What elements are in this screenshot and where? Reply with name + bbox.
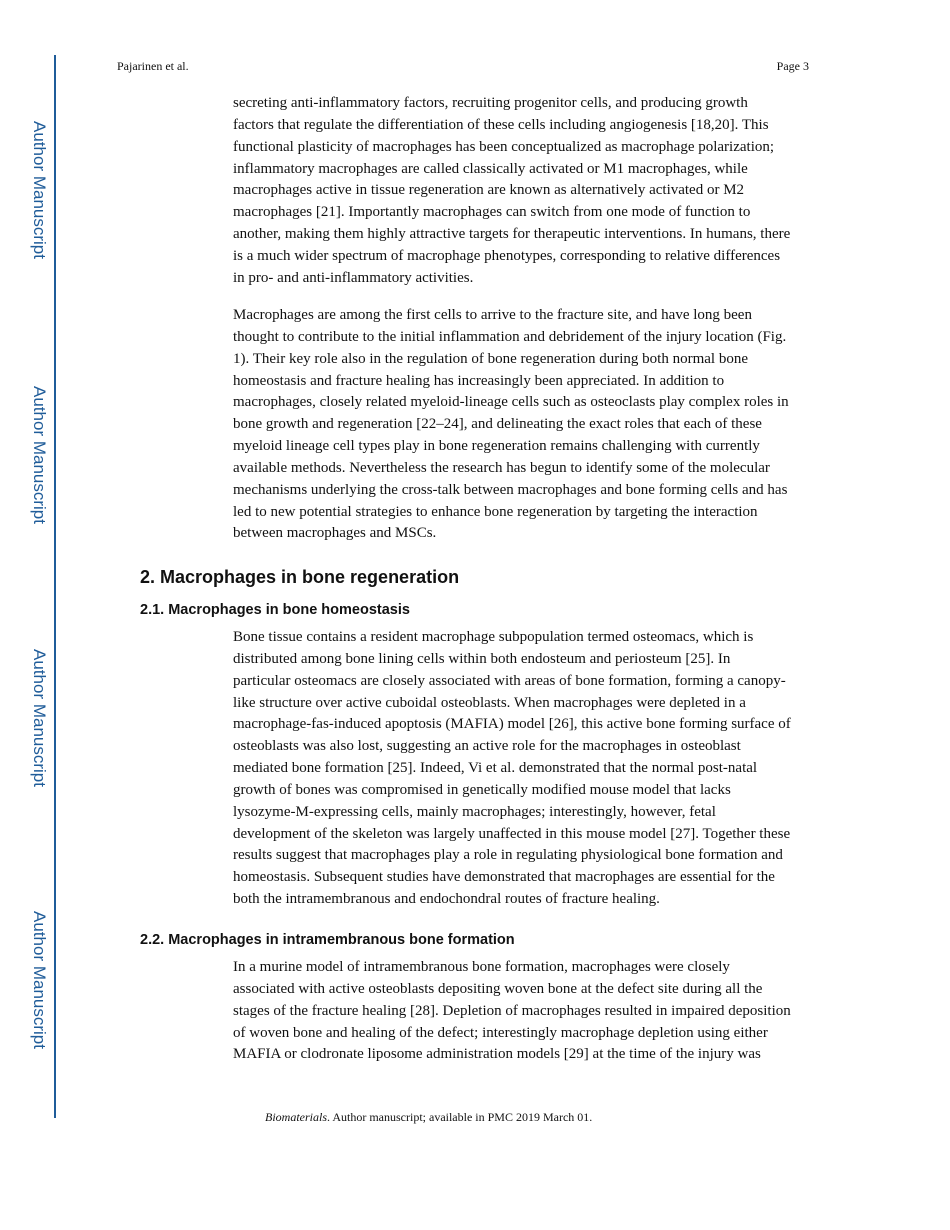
text-line: factors that regulate the differentiation of these cells including angiogenesis [18,20]. This	[233, 116, 769, 133]
text-line: macrophage-fas-induced apoptosis (MAFIA) model [26], this active bone forming surface of	[233, 716, 791, 733]
footer-text: . Author manuscript; available in PMC 2019 March 01.	[327, 1110, 593, 1124]
text-line: inflammatory macrophages are called classically activated or M1 macrophages, while	[233, 160, 748, 177]
text-line: secreting anti-inflammatory factors, recruiting progenitor cells, and producing growth	[233, 95, 748, 111]
text-line: MAFIA or clodronate liposome administration models [29] at the time of the injury was	[233, 1046, 761, 1063]
text-line: Macrophages are among the first cells to arrive to the fracture site, and have long been	[233, 307, 752, 323]
text-line: like structure over active cuboidal osteoblasts. When macrophages were depleted in a	[233, 694, 746, 711]
text-line: led to new potential strategies to enhance bone regeneration by targeting the interaction	[233, 503, 758, 520]
text-line: stages of the fracture healing [28]. Depletion of macrophages resulted in impaired deposition	[233, 1002, 791, 1019]
text-line: in pro- and anti-inflammatory activities.	[233, 269, 474, 286]
text-line: osteoblasts was also lost, suggesting an active role for the macrophages in osteoblast	[233, 738, 741, 755]
subsection-heading: 2.1. Macrophages in bone homeostasis	[140, 602, 410, 618]
text-line: results suggest that macrophages play a role in regulating physiological bone formation and	[233, 847, 783, 864]
text-line: between macrophages and MSCs.	[233, 525, 437, 542]
text-line: associated with active osteoblasts depositing woven bone at the defect site during all the	[233, 980, 763, 997]
text-line: lysozyme-M-expressing cells, mainly macrophages; interestingly, however, fetal	[233, 803, 716, 820]
margin-rule	[54, 55, 56, 1118]
text-line: homeostasis and fracture healing has increasingly been appreciated. In addition to	[233, 372, 725, 389]
text-line: thought to contribute to the initial inflammation and debridement of the injury location (Fig.	[233, 328, 787, 345]
paper-page: Author Manuscript Author Manuscript Author Manuscript Author Manuscript Pajarinen et al. Page 3 secreting anti-inflammatory factors, recruiting progenitor cells, and producing growth factors that regulate the differentiation of these cells including angiogenesis [18,20]. This functional plasticity of macrophages has been conceptualized as macrophage polarization; inflammatory macrophages are called classically activated or M1 macrophages, while macrophages active in tissue regeneration are known as alternatively activated or M2 macrophages [21]. Importantly macrophages can switch from one mode of function to another, making them highly attractive targets for therapeutic interventions. In humans, there is a much wider spectrum of macrophage phenotypes, corresponding to relative differences in pro- and anti-inflammatory activities. Macrophages are among the first cells to arrive to the fracture site, and have long been thought to contribute to the initial inflammation and debridement of the injury location (Fig. 1). Their key role also in the regulation of bone regeneration during both normal bone homeostasis and fracture healing has increasingly been appreciated. In addition to macrophages, closely related myeloid-lineage cells such as osteoclasts play complex roles in bone growth and regeneration [22–24], and delineating the exact roles that each of these myeloid lineage cell types play in bone regeneration remains challenging with currently available methods. Nevertheless the research has begun to identify some of the molecular mechanisms underlying the cross-talk between macrophages and bone forming cells and has led to new potential strategies to enhance bone regeneration by targeting the interaction between macrophages and MSCs. 2. Macrophages in bone regeneration 2.1. Macrophages in bone homeostasis Bone tissue contains a resident macrophage subpopulation termed osteomacs, which is distributed among bone lining cells within both endosteum and periosteum [25]. In particular osteomacs are closely associated with areas of bone formation, forming a canopy- like structure over active cuboidal osteoblasts. When macrophages were depleted in a macrophage-fas-induced apoptosis (MAFIA) model [26], this active bone forming surface of osteoblasts was also lost, suggesting an active role for the macrophages in osteoblast mediated bone formation [25]. Indeed, Vi et al. demonstrated that the normal post-natal growth of bones was compromised in genetically modified mouse model that lacks lysozyme-M-expressing cells, mainly macrophages; interestingly, however, fetal development of the skeleton was largely unaffected in this mouse model [27]. Together these results suggest that macrophages play a role in regulating physiological bone formation and homeostasis. Subsequent studies have demonstrated that macrophages are essential for the both the intramembranous and endochondral routes of fracture healing. 2.2. Macrophages in intramembranous bone formation In a murine model of intramembranous bone formation, macrophages were closely associated with active osteoblasts depositing woven bone at the defect site during all the stages of the fracture healing [28]. Depletion of macrophages resulted in impaired deposition of woven bone and healing of the defect; interestingly macrophage depletion using either MAFIA or clodronate liposome administration models [29] at the time of the injury was Biomaterials. Author manuscript; available in PMC 2019 March 01.	[0, 0, 950, 1230]
paragraph	[233, 93, 790, 290]
paragraph	[233, 957, 791, 1066]
text-line: development of the skeleton was largely unaffected in this mouse model [27]. Together these	[233, 825, 791, 842]
text-line: of woven bone and healing of the defect; interestingly macrophage depletion using either	[233, 1024, 768, 1041]
journal-name: Biomaterials	[265, 1110, 327, 1124]
text-line: Bone tissue contains a resident macrophage subpopulation termed osteomacs, which is	[233, 629, 754, 645]
text-line: both the intramembranous and endochondral routes of fracture healing.	[233, 891, 660, 908]
text-line: particular osteomacs are closely associated with areas of bone formation, forming a canopy-	[233, 672, 786, 689]
text-line: is a much wider spectrum of macrophage phenotypes, corresponding to relative differences	[233, 247, 781, 264]
page-number: Page 3	[776, 59, 809, 73]
text-line: 1). Their key role also in the regulation of bone regeneration during both normal bone	[233, 350, 748, 367]
running-header-author: Pajarinen et al.	[117, 59, 189, 73]
text-line: macrophages [21]. Importantly macrophages can switch from one mode of function to	[233, 204, 751, 221]
text-line: functional plasticity of macrophages has been conceptualized as macrophage polarization;	[233, 138, 775, 155]
text-line: another, making them highly attractive targets for therapeutic interventions. In humans, there	[233, 226, 791, 243]
text-line: homeostasis. Subsequent studies have demonstrated that macrophages are essential for the	[233, 869, 775, 886]
text-line: macrophages active in tissue regeneration are known as alternatively activated or M2	[233, 182, 745, 199]
paragraph	[233, 627, 791, 911]
section-heading: 2. Macrophages in bone regeneration	[140, 567, 460, 587]
text-line: mechanisms underlying the cross-talk between macrophages and bone forming cells and has	[233, 481, 788, 498]
text-line: available methods. Nevertheless the research has begun to identify some of the molecular	[233, 459, 770, 476]
footer	[265, 1110, 592, 1125]
subsection-heading: 2.2. Macrophages in intramembranous bone formation	[140, 932, 515, 948]
text-line: growth of bones was compromised in genetically modified mouse model that lacks	[233, 781, 731, 798]
text-line: bone growth and regeneration [22–24], and delineating the exact roles that each of these	[233, 416, 762, 433]
text-line: In a murine model of intramembranous bone formation, macrophages were closely	[233, 959, 730, 975]
text-line: mediated bone formation [25]. Indeed, Vi et al. demonstrated that the normal post-natal	[233, 760, 758, 777]
paragraph	[233, 305, 789, 545]
text-line: myeloid lineage cell types play in bone regeneration remains challenging with currently	[233, 438, 760, 455]
text-line: distributed among bone lining cells within both endosteum and periosteum [25]. In	[233, 650, 731, 667]
text-line: macrophages, closely related myeloid-lineage cells such as osteoclasts play complex roles in	[233, 394, 789, 411]
